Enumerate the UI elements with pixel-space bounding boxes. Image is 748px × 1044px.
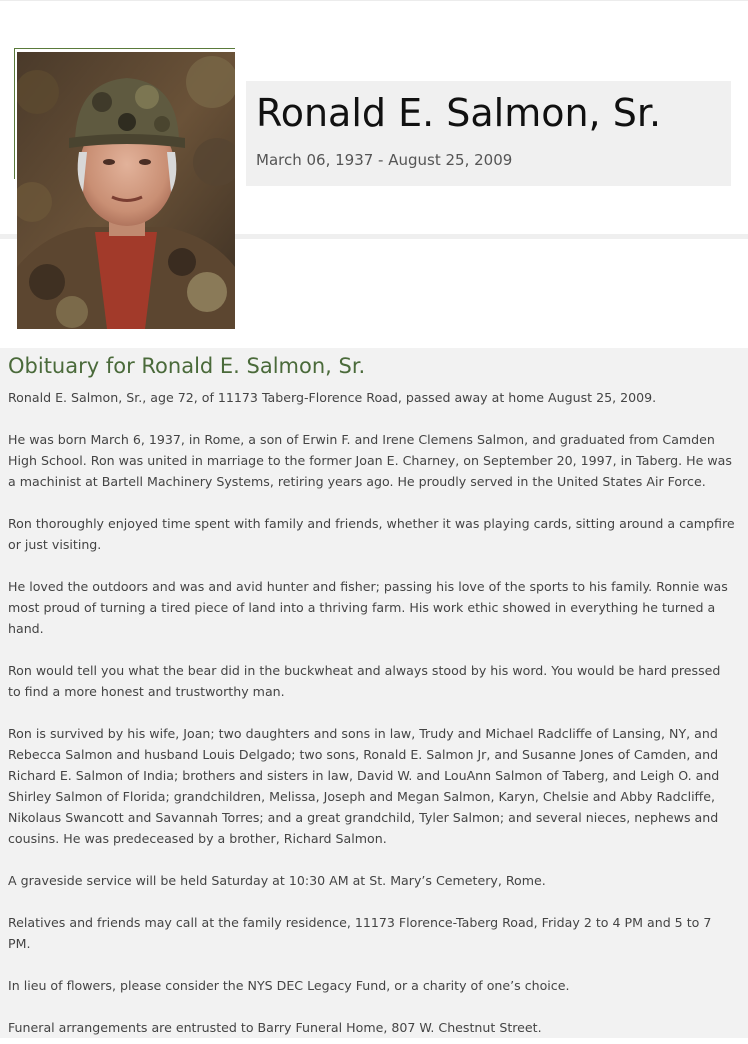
header-section: [0, 0, 748, 348]
obituary-paragraph: He loved the outdoors and was and avid hunter and fisher; passing his love of the sports to his family. Ronnie was most proud of turning a tired piece of land into a thriving farm. His work ethic showed in everything he turned a hand.: [8, 579, 728, 636]
obituary-paragraph: Ron would tell you what the bear did in the buckwheat and always stood by his word. You would be hard pressed to find a more honest and trustworthy man.: [8, 663, 721, 699]
bottom-margin: [0, 1038, 748, 1044]
obituary-paragraph: Ron thoroughly enjoyed time spent with family and friends, whether it was playing cards, sitting around a campfire or just visiting.: [8, 516, 735, 552]
deceased-name: Ronald E. Salmon, Sr.: [256, 91, 662, 135]
portrait-photo: [17, 52, 235, 329]
obituary-paragraph: Ronald E. Salmon, Sr., age 72, of 11173 Taberg-Florence Road, passed away at home August 25, 2009.: [8, 390, 657, 405]
obituary-paragraph: Funeral arrangements are entrusted to Barry Funeral Home, 807 W. Chestnut Street.: [8, 1020, 542, 1035]
obituary-title: Obituary for Ronald E. Salmon, Sr.: [8, 354, 366, 378]
name-panel: [246, 81, 731, 186]
obituary-section: [0, 348, 748, 1038]
obituary-paragraph: A graveside service will be held Saturday at 10:30 AM at St. Mary’s Cemetery, Rome.: [8, 873, 546, 888]
life-dates: March 06, 1937 - August 25, 2009: [256, 151, 513, 169]
obituary-paragraph: He was born March 6, 1937, in Rome, a son of Erwin F. and Irene Clemens Salmon, and graduated from Camden High School. Ron was united in marriage to the former Joan E. Charney, on September 20, 1997, in Taberg. He was a machinist at Bartell Machinery Systems, retiring years ago. He proudly served in the United States Air Force.: [8, 432, 732, 489]
obituary-body: [8, 387, 736, 1044]
obituary-paragraph: Ron is survived by his wife, Joan; two daughters and sons in law, Trudy and Michael Radcliffe of Lansing, NY, and Rebecca Salmon and husband Louis Delgado; two sons, Ronald E. Salmon Jr, and Susanne Jones of Camden, and Richard E. Salmon of India; brothers and sisters in law, David W. and LouAnn Salmon of Taberg, and Leigh O. and Shirley Salmon of Florida; grandchildren, Melissa, Joseph and Megan Salmon, Karyn, Chelsie and Abby Radcliffe, Nikolaus Swancott and Savannah Torres; and a great grandchild, Tyler Salmon; and several nieces, nephews and cousins. He was predeceased by a brother, Richard Salmon.: [8, 726, 720, 846]
obituary-paragraph: Relatives and friends may call at the family residence, 11173 Florence-Taberg Road, Friday 2 to 4 PM and 5 to 7 PM.: [8, 915, 712, 951]
obituary-paragraph: In lieu of flowers, please consider the NYS DEC Legacy Fund, or a charity of one’s choice.: [8, 978, 570, 993]
portrait-image: [17, 52, 235, 329]
